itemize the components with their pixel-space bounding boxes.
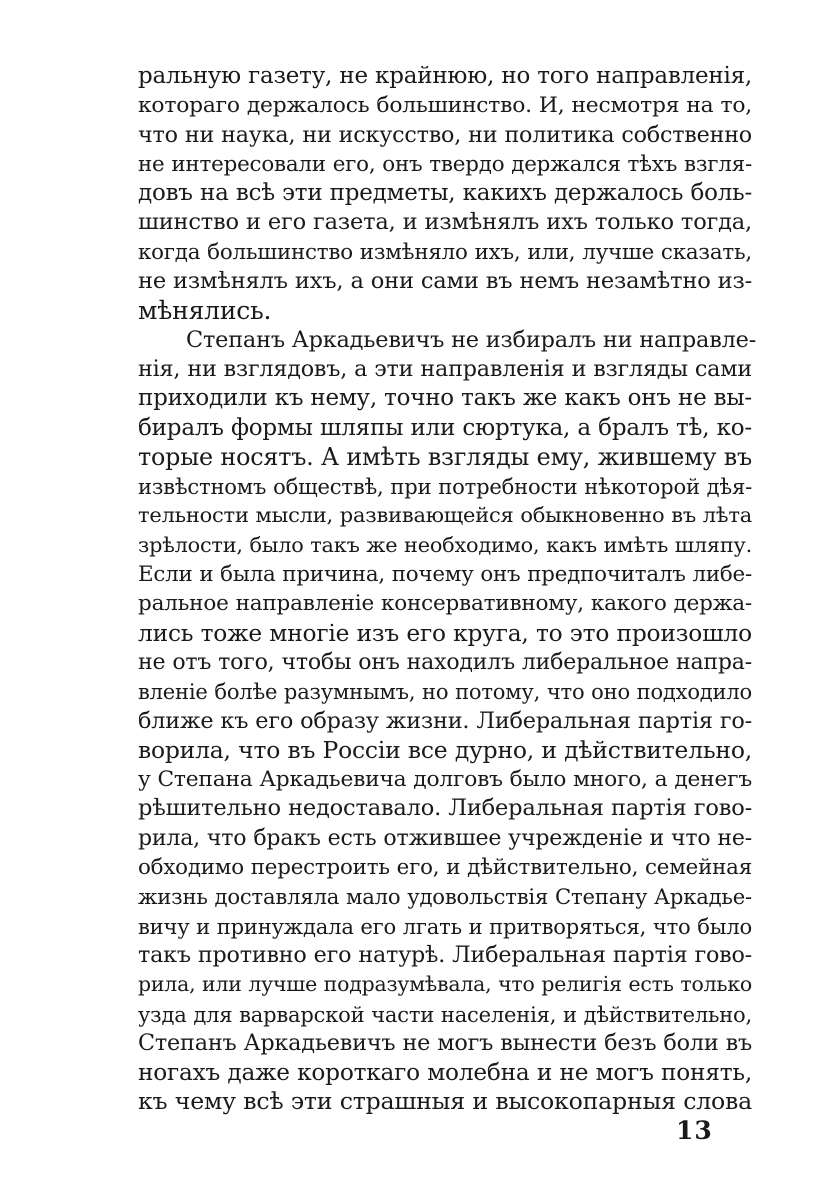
- text-line: что ни наука, ни искусство, ни политика собственно: [138, 121, 752, 148]
- text-line: вичу и принуждала его лгать и притворяться, что было: [138, 913, 752, 939]
- text-line: узда для варварской части населенія, и дѣйствительно,: [138, 1001, 752, 1027]
- text-line: Если и была причина, почему онъ предпочиталъ либе-: [138, 562, 752, 588]
- text-line: ральную газету, не крайнюю, но того направленія,: [138, 63, 752, 89]
- text-line: Степанъ Аркадьевичъ не избиралъ ни направле-: [186, 326, 757, 353]
- paragraph: [138, 326, 757, 1117]
- text-line: лись тоже многіе изъ его круга, то это произошло: [138, 619, 752, 647]
- text-line: обходимо перестроить его, и дѣйствительно, семейная: [138, 855, 752, 881]
- paragraph: [138, 62, 752, 326]
- text-line: мѣнялись.: [138, 296, 272, 326]
- text-line: къ чему всѣ эти страшныя и высокопарныя слова: [138, 1087, 752, 1116]
- text-line: вленіе болѣе разумнымъ, но потому, что оно подходило: [138, 679, 752, 705]
- text-line: котораго держалось большинство. И, несмотря на то,: [138, 93, 752, 119]
- text-line: Степанъ Аркадьевичъ не могъ вынести безъ боли въ: [138, 1029, 752, 1056]
- text-line: ближе къ его образу жизни. Либеральная партія го-: [138, 707, 752, 734]
- text-line: тельности мысли, развивающейся обыкновенно въ лѣта: [138, 503, 752, 528]
- text-line: приходили къ нему, точно такъ же какъ онъ не вы-: [138, 385, 752, 412]
- text-line: ногахъ даже короткаго молебна и не могъ понять,: [138, 1059, 752, 1087]
- text-line: нія, ни взглядовъ, а эти направленія и взгляды сами: [138, 355, 752, 382]
- text-line: такъ противно его натурѣ. Либеральная партія гово-: [138, 941, 752, 968]
- text-line: рѣшительно недоставало. Либеральная партія гово-: [138, 795, 752, 822]
- text-line: не интересовали его, онъ твердо держался тѣхъ взгля-: [138, 151, 752, 177]
- body-text: [138, 62, 757, 1117]
- text-line: извѣстномъ обществѣ, при потребности нѣкоторой дѣя-: [138, 474, 752, 500]
- text-line: шинство и его газета, и измѣнялъ ихъ только тогда,: [138, 209, 752, 236]
- text-line: рила, или лучше подразумѣвала, что религія есть только: [138, 972, 752, 997]
- text-line: у Степана Аркадьевича долговъ было много, а денегъ: [138, 767, 752, 793]
- text-line: ворила, что въ Россіи все дурно, и дѣйствительно,: [138, 735, 752, 764]
- text-line: зрѣлости, было такъ же необходимо, какъ имѣть шляпу.: [138, 532, 752, 557]
- text-line: не отъ того, чтобы онъ находилъ либеральное напра-: [138, 649, 752, 675]
- text-line: рила, что бракъ есть отжившее учрежденіе и что не-: [138, 825, 752, 851]
- text-line: когда большинство измѣняло ихъ, или, лучше сказать,: [138, 239, 752, 265]
- text-line: жизнь доставляла мало удовольствія Степану Аркадье-: [138, 884, 752, 910]
- page-number: 13: [676, 1116, 713, 1145]
- text-line: биралъ формы шляпы или сюртука, а бралъ тѣ, ко-: [138, 414, 752, 441]
- text-line: ральное направленіе консервативному, какого держа-: [138, 591, 752, 617]
- text-line: довъ на всѣ эти предметы, какихъ держалось боль-: [138, 180, 752, 207]
- text-line: торые носятъ. А имѣть взгляды ему, жившему въ: [138, 442, 752, 471]
- text-line: не измѣнялъ ихъ, а они сами въ немъ незамѣтно из-: [138, 268, 752, 295]
